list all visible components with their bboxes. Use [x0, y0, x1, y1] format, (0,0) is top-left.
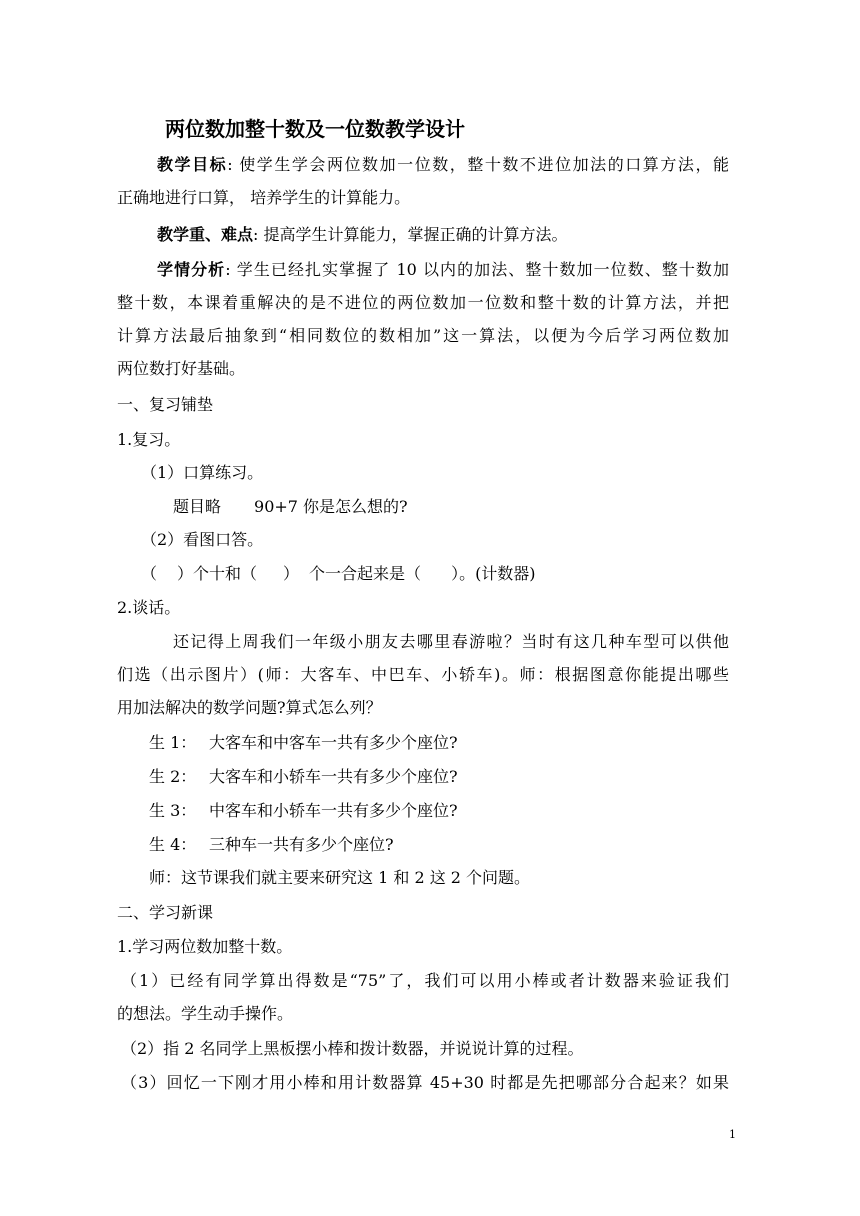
- objective-text-1: : 使学生学会两位数加一位数，整十数不进位加法的口算方法，能: [227, 155, 729, 174]
- teacher-remark: 师：这节课我们就主要来研究这 1 和 2 这 2 个问题。: [149, 868, 531, 887]
- analysis-line-4: 两位数打好基础。: [117, 359, 246, 378]
- blank-counter: ）。(计数器): [451, 564, 536, 583]
- new-lesson-p2: （2）指 2 名同学上黑板摆小棒和拨计数器，并说说计算的过程。: [121, 1039, 584, 1058]
- oral-practice-detail: [173, 496, 408, 518]
- student-question-4: 生 4： 三种车一共有多少个座位?: [149, 835, 394, 854]
- question-90-plus-7: 90+7 你是怎么想的?: [254, 497, 408, 516]
- student-question-1: 生 1： 大客车和中客车一共有多少个座位?: [149, 733, 458, 752]
- picture-answer: （2）看图口答。: [141, 530, 264, 549]
- new-lesson-p3: （3）回忆一下刚才用小棒和用计数器算 45+30 时都是先把哪部分合起来？如果: [121, 1073, 729, 1092]
- blank-ones: 个一合起来是（: [309, 564, 422, 583]
- objective-line-2: 正确地进行口算， 培养学生的计算能力。: [117, 188, 411, 207]
- new-lesson-p1-line-1: （1）已经有同学算出得数是“75”了，我们可以用小棒或者计数器来验证我们: [121, 971, 729, 990]
- analysis-line-2: 整十数，本课着重解决的是不进位的两位数加一位数和整十数的计算方法，并把: [117, 293, 729, 312]
- blank-open-1: （: [141, 564, 158, 583]
- new-lesson-p1-line-2: 的想法。学生动手操作。: [117, 1004, 294, 1023]
- objective-label: 教学目标: [157, 155, 228, 174]
- key-points-line: [157, 224, 568, 246]
- page-number: 1: [729, 1128, 736, 1141]
- analysis-line-1: [157, 259, 729, 281]
- analysis-line-3: 计算方法最后抽象到“相同数位的数相加”这一算法，以便为今后学习两位数加: [117, 326, 729, 345]
- talk-line-2: 们选（出示图片）(师：大客车、中巴车、小轿车)。师：根据图意你能提出哪些: [117, 665, 729, 684]
- objective-line-1: [157, 154, 729, 176]
- talk-line-3: 用加法解决的数学问题?算式怎么列？: [117, 698, 382, 717]
- key-points-label: 教学重、难点: [157, 225, 254, 244]
- talk-item: 2.谈话。: [117, 598, 181, 617]
- analysis-text-1: : 学生已经扎实掌握了 10 以内的加法、整十数加一位数、整十数加: [225, 260, 729, 279]
- blank-tens: ）个十和（: [177, 564, 258, 583]
- oral-practice: （1）口算练习。: [141, 463, 264, 482]
- fill-blank-line: [141, 563, 536, 585]
- question-omitted: 题目略: [173, 497, 222, 516]
- key-points-text: : 提高学生计算能力，掌握正确的计算方法。: [253, 225, 568, 244]
- section2-heading: 二、学习新课: [117, 903, 214, 922]
- blank-close-2: ）: [283, 564, 300, 583]
- talk-line-1: 还记得上周我们一年级小朋友去哪里春游啦？当时有这几种车型可以供他: [173, 632, 729, 651]
- document-title: 两位数加整十数及一位数教学设计: [165, 117, 465, 141]
- new-lesson-item: 1.学习两位数加整十数。: [117, 937, 293, 956]
- review-item: 1.复习。: [117, 430, 181, 449]
- section1-heading: 一、复习铺垫: [117, 395, 214, 414]
- analysis-label: 学情分析: [157, 260, 226, 279]
- student-question-2: 生 2： 大客车和小轿车一共有多少个座位?: [149, 767, 458, 786]
- student-question-3: 生 3： 中客车和小轿车一共有多少个座位?: [149, 801, 458, 820]
